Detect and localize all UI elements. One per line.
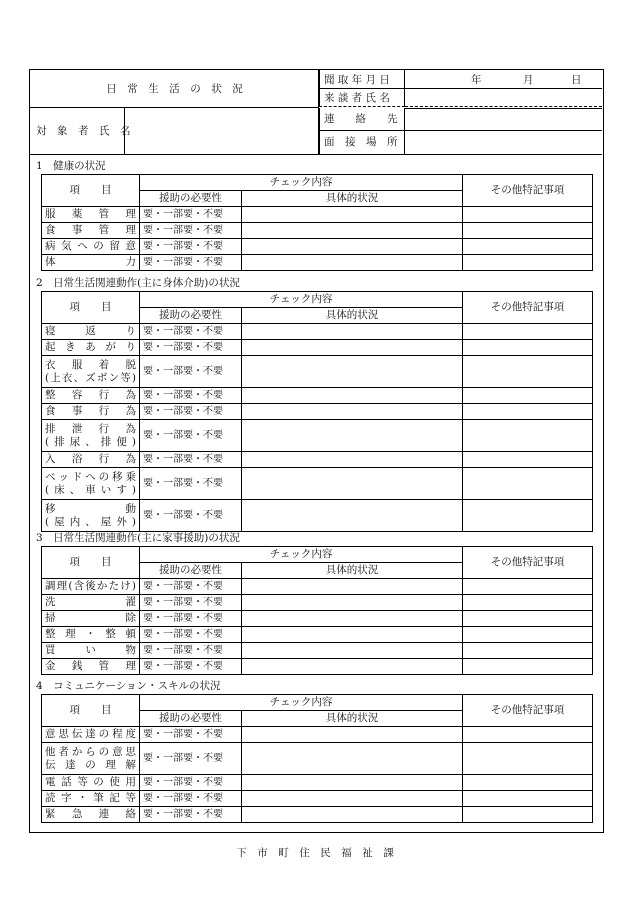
need-choice-cell[interactable]: 要・一部要・不要 [140,324,242,340]
item-label-cell [42,727,140,743]
other-notes-field[interactable] [463,468,593,500]
item-label: 衣服着脱 [45,358,136,371]
item-label: 体力 [45,256,136,268]
need-choice-cell[interactable]: 要・一部要・不要 [140,643,242,659]
detail-field[interactable] [242,452,463,468]
section-table-1 [41,174,593,271]
check-content-header: チェック内容 [140,695,463,711]
section-table-4 [41,694,593,823]
item-label: 買い物 [45,644,136,656]
need-choice-cell[interactable]: 要・一部要・不要 [140,727,242,743]
table-header-row [42,695,593,711]
table-header-row [42,547,593,563]
item-label-cell [42,340,140,356]
need-column-header: 援助の必要性 [140,191,242,207]
footer-department: 下 市 町 住 民 福 祉 課 [236,847,394,859]
table-row [42,743,593,775]
section-heading-4: 4 コミュニケーション・スキルの状況 [36,680,221,692]
need-choice-cell[interactable]: 要・一部要・不要 [140,468,242,500]
table-row [42,340,593,356]
table-row [42,388,593,404]
section-heading-2: 2 日常生活関連動作(主に身体介助)の状況 [36,277,240,289]
other-notes-field[interactable] [463,388,593,404]
item-label-cell [42,579,140,595]
table-row [42,420,593,452]
need-choice-cell[interactable]: 要・一部要・不要 [140,627,242,643]
check-content-header: チェック内容 [140,547,463,563]
need-column-header: 援助の必要性 [140,308,242,324]
contact-field[interactable] [405,108,602,131]
item-label-cell [42,595,140,611]
other-notes-field[interactable] [463,420,593,452]
detail-column-header: 具体的状況 [242,308,463,324]
need-choice-cell[interactable]: 要・一部要・不要 [140,420,242,452]
need-choice-cell[interactable]: 要・一部要・不要 [140,404,242,420]
title-box [30,70,319,108]
table-header-row [42,292,593,308]
item-sublabel: (床、車いす) [45,483,136,496]
interview-place-label: 面 接 場 所 [324,136,398,148]
need-choice-cell[interactable]: 要・一部要・不要 [140,255,242,271]
item-label: 病気への留意 [45,240,136,252]
table-row [42,255,593,271]
detail-column-header: 具体的状況 [242,711,463,727]
form-header [30,70,602,154]
item-label-cell [42,223,140,239]
table-row [42,727,593,743]
table-row [42,775,593,791]
subject-name-field[interactable] [125,108,319,154]
detail-field[interactable] [242,207,463,223]
need-choice-cell[interactable]: 要・一部要・不要 [140,207,242,223]
item-sublabel: (上衣、ズボン等) [45,371,136,384]
table-row [42,627,593,643]
other-notes-header: その他特記事項 [463,547,593,579]
table-row [42,239,593,255]
contact-label: 連 絡 先 [324,113,398,125]
need-choice-cell[interactable]: 要・一部要・不要 [140,356,242,388]
other-notes-field[interactable] [463,404,593,420]
visitor-name-field[interactable] [405,89,602,107]
need-choice-cell[interactable]: 要・一部要・不要 [140,791,242,807]
other-notes-field[interactable] [463,627,593,643]
section-heading-1: 1 健康の状況 [36,160,106,172]
need-choice-cell[interactable]: 要・一部要・不要 [140,579,242,595]
item-label-cell [42,324,140,340]
section-heading-3: 3 日常生活関連動作(主に家事援助)の状況 [36,532,240,544]
table-row [42,324,593,340]
other-notes-field[interactable] [463,579,593,595]
table-row [42,356,593,388]
item-label-cell [42,627,140,643]
need-choice-cell[interactable]: 要・一部要・不要 [140,452,242,468]
other-notes-field[interactable] [463,239,593,255]
detail-field[interactable] [242,239,463,255]
item-label-cell [42,500,140,532]
item-label-cell [42,611,140,627]
item-label-cell [42,207,140,223]
detail-field[interactable] [242,743,463,775]
other-notes-field[interactable] [463,775,593,791]
detail-column-header: 具体的状況 [242,563,463,579]
detail-field[interactable] [242,324,463,340]
item-label-cell [42,255,140,271]
need-choice-cell[interactable]: 要・一部要・不要 [140,659,242,675]
need-choice-cell[interactable]: 要・一部要・不要 [140,223,242,239]
item-label: 掃除 [45,612,136,624]
detail-field[interactable] [242,611,463,627]
other-notes-field[interactable] [463,807,593,823]
item-label: 意思伝達の程度 [45,728,136,740]
need-choice-cell[interactable]: 要・一部要・不要 [140,388,242,404]
detail-field[interactable] [242,356,463,388]
day-label: 日 [571,74,582,86]
detail-field[interactable] [242,627,463,643]
other-notes-header: その他特記事項 [463,175,593,207]
place-label-box [319,131,405,154]
month-label: 月 [523,74,534,86]
table-row [42,643,593,659]
year-label: 年 [471,74,482,86]
form-title: 日 常 生 活 の 状 況 [106,83,243,95]
detail-column-header: 具体的状況 [242,191,463,207]
item-label-cell [42,775,140,791]
need-choice-cell[interactable]: 要・一部要・不要 [140,500,242,532]
table-row [42,404,593,420]
other-notes-field[interactable] [463,356,593,388]
detail-field[interactable] [242,223,463,239]
other-notes-field[interactable] [463,452,593,468]
other-notes-field[interactable] [463,223,593,239]
table-row [42,452,593,468]
detail-field[interactable] [242,340,463,356]
header-divider [30,154,602,155]
table-row [42,791,593,807]
item-label-cell [42,791,140,807]
check-content-header: チェック内容 [140,175,463,191]
item-sublabel: 伝達の理解 [45,758,136,771]
visitor-name-label: 来 談 者 氏 名 [324,92,390,104]
item-column-header: 項 目 [42,175,140,207]
table-row [42,468,593,500]
item-sublabel: (屋内、屋外) [45,515,136,528]
item-label-cell [42,643,140,659]
need-choice-cell[interactable]: 要・一部要・不要 [140,595,242,611]
need-choice-cell[interactable]: 要・一部要・不要 [140,807,242,823]
other-notes-field[interactable] [463,500,593,532]
table-row [42,223,593,239]
item-label-cell [42,659,140,675]
detail-field[interactable] [242,255,463,271]
subject-name-label: 対 象 者 氏 名 [36,125,131,137]
item-label: 調理(含後かたけ) [45,580,136,592]
table-header-row [42,175,593,191]
item-label: 食事管理 [45,224,136,236]
date-field[interactable] [405,70,602,89]
other-notes-field[interactable] [463,324,593,340]
visitor-label-box [319,89,405,107]
need-choice-cell[interactable]: 要・一部要・不要 [140,611,242,627]
need-choice-cell[interactable]: 要・一部要・不要 [140,239,242,255]
item-label-cell [42,388,140,404]
other-notes-header: その他特記事項 [463,695,593,727]
item-label: 服薬管理 [45,208,136,220]
item-label: 整容行為 [45,389,136,401]
table-row [42,500,593,532]
detail-field[interactable] [242,420,463,452]
assessment-form [29,69,604,833]
check-content-header: チェック内容 [140,292,463,308]
table-row [42,807,593,823]
item-sublabel: (排尿、排便) [45,435,136,448]
item-label: ベッドへの移乗 [45,470,136,483]
need-choice-cell[interactable]: 要・一部要・不要 [140,340,242,356]
item-label: 寝返り [45,325,136,337]
item-label-cell [42,404,140,420]
other-notes-field[interactable] [463,595,593,611]
section-table-3 [41,546,593,675]
other-notes-field[interactable] [463,207,593,223]
detail-field[interactable] [242,404,463,420]
other-notes-header: その他特記事項 [463,292,593,324]
other-notes-field[interactable] [463,659,593,675]
table-row [42,659,593,675]
date-label-box [319,70,405,89]
item-label-cell [42,452,140,468]
item-label-cell [42,239,140,255]
interview-place-field[interactable] [405,131,602,154]
other-notes-field[interactable] [463,255,593,271]
section-table-2 [41,291,593,532]
detail-field[interactable] [242,643,463,659]
need-column-header: 援助の必要性 [140,711,242,727]
other-notes-field[interactable] [463,340,593,356]
detail-field[interactable] [242,727,463,743]
item-column-header: 項 目 [42,292,140,324]
item-label: 食事行為 [45,405,136,417]
item-label-cell [42,356,140,388]
detail-field[interactable] [242,791,463,807]
contact-label-box [319,108,405,131]
other-notes-field[interactable] [463,743,593,775]
item-label: 排泄行為 [45,422,136,435]
table-row [42,595,593,611]
other-notes-field[interactable] [463,727,593,743]
subject-label-box [30,108,131,154]
item-label: 整理・整頓 [45,628,136,640]
table-row [42,579,593,595]
item-label-cell [42,420,140,452]
need-column-header: 援助の必要性 [140,563,242,579]
item-label-cell [42,468,140,500]
detail-field[interactable] [242,388,463,404]
detail-field[interactable] [242,807,463,823]
item-label: 入浴行為 [45,453,136,465]
table-row [42,611,593,627]
date-label: 聞 取 年 月 日 [324,74,390,86]
need-choice-cell[interactable]: 要・一部要・不要 [140,775,242,791]
detail-field[interactable] [242,579,463,595]
detail-field[interactable] [242,500,463,532]
other-notes-field[interactable] [463,643,593,659]
item-label: 他者からの意思 [45,745,136,758]
other-notes-field[interactable] [463,611,593,627]
need-choice-cell[interactable]: 要・一部要・不要 [140,743,242,775]
other-notes-field[interactable] [463,791,593,807]
item-label: 洗濯 [45,596,136,608]
detail-field[interactable] [242,595,463,611]
detail-field[interactable] [242,659,463,675]
item-label-cell [42,743,140,775]
item-column-header: 項 目 [42,547,140,579]
item-label: 読字・筆記等 [45,792,136,804]
detail-field[interactable] [242,775,463,791]
detail-field[interactable] [242,468,463,500]
item-label: 緊急連絡 [45,808,136,820]
item-label: 起きあがり [45,341,136,353]
item-label: 移動 [45,502,136,515]
table-row [42,207,593,223]
item-column-header: 項 目 [42,695,140,727]
item-label-cell [42,807,140,823]
item-label: 電話等の使用 [45,776,136,788]
item-label: 金銭管理 [45,660,136,672]
